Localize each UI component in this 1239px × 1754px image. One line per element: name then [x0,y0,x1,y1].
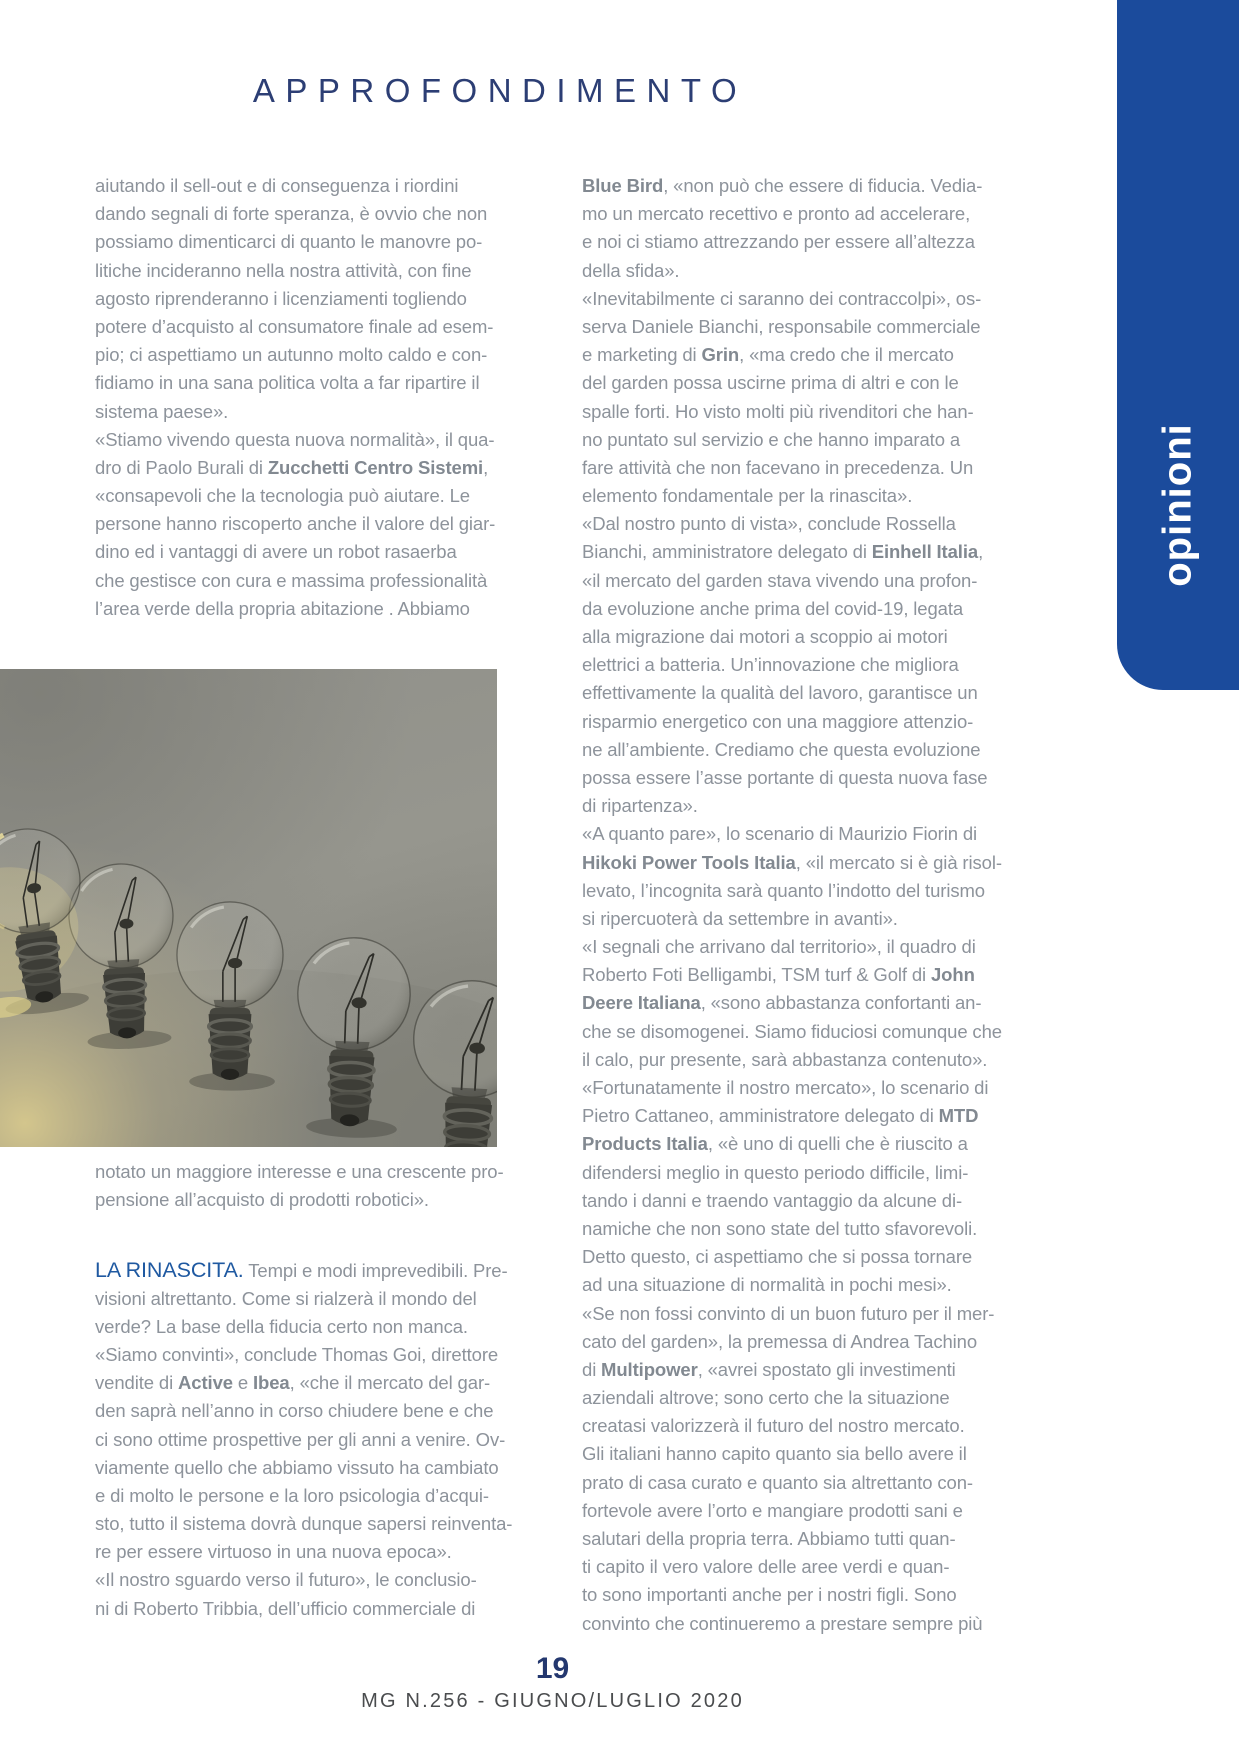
lightbulbs-photo [0,669,497,1147]
text-line: Hikoki Power Tools Italia, «il mercato si è già risol- [582,851,1002,873]
text-line: l’area verde della propria abitazione . Abbiamo [95,597,470,619]
text-line: agosto riprenderanno i licenziamenti togliendo [95,287,467,309]
paragraph [582,1074,1020,1300]
text-line: «Inevitabilmente ci saranno dei contraccolpi», os- [582,287,982,309]
text-line: di Multipower, «avrei spostato gli investimenti [582,1358,956,1380]
text-line: dino ed i vantaggi di avere un robot rasaerba [95,541,457,563]
text-line: ad una situazione di normalità in pochi mesi». [582,1274,952,1296]
text-line: da evoluzione anche prima del covid-19, legata [582,597,964,619]
text-line: dro di Paolo Burali di Zucchetti Centro Sistemi, [95,456,489,478]
text-line: creatasi valorizzerà il futuro del nostro mercato. [582,1415,965,1437]
text-line: Deere Italiana, «sono abbastanza confortanti an- [582,992,982,1014]
text-line: elettrici a batteria. Un’innovazione che migliora [582,654,959,676]
text-line: fare attività che non facevano in precedenza. Un [582,456,974,478]
sidebar-tab-opinioni [1117,0,1239,690]
paragraph [582,172,1020,285]
text-line: che se disomogenei. Siamo fiduciosi comunque che [582,1020,1002,1042]
paragraph [95,1158,548,1214]
text-line: LA RINASCITA. Tempi e modi imprevedibili. Pre- [95,1258,508,1283]
text-line: Roberto Foti Belligambi, TSM turf & Golf di John [582,964,975,986]
text-line: viamente quello che abbiamo vissuto ha cambiato [95,1456,499,1478]
text-line: Blue Bird, «non può che essere di fiducia. Vedia- [582,175,983,196]
text-line: «Il nostro sguardo verso il futuro», le conclusio- [95,1569,477,1591]
text-line: litiche incideranno nella nostra attività, con fine [95,259,472,281]
text-line: «consapevoli che la tecnologia può aiutare. Le [95,485,470,507]
page-number: 19 [535,1652,570,1685]
text-line: «Siamo convinti», conclude Thomas Goi, direttore [95,1343,499,1365]
text-line: no puntato sul servizio e che hanno imparato a [582,428,961,450]
text-line: del garden possa uscirne prima di altri e con le [582,372,959,394]
text-line: «Fortunatamente il nostro mercato», lo scenario di [582,1077,989,1098]
text-line: possa essere l’asse portante di questa nuova fase [582,766,988,788]
paragraph [582,933,1020,1074]
text-line: mo un mercato recettivo e pronto ad accelerare, [582,203,971,225]
text-line: possiamo dimenticarci di quanto le manovre po- [95,231,483,253]
page-title: APPROFONDIMENTO [252,72,748,109]
text-line: pensione all’acquisto di prodotti robotici». [95,1189,429,1211]
text-line: potere d’acquisto al consumatore finale ad esem- [95,315,494,337]
text-line: Detto questo, ci aspettiamo che si possa tornare [582,1246,973,1268]
text-line: salutari della propria terra. Abbiamo tutti quan- [582,1528,956,1549]
text-line: si ripercuoterà da settembre in avanti». [582,907,898,929]
text-line: «A quanto pare», lo scenario di Maurizio Fiorin di [582,823,978,845]
text-line: cato del garden», la premessa di Andrea Tachino [582,1330,978,1352]
paragraph [95,1256,548,1566]
text-line: e noi ci stiamo attrezzando per essere all’altezza [582,231,975,253]
text-line: ni di Roberto Tribbia, dell’ufficio commerciale di [95,1597,476,1619]
text-line: Products Italia, «è uno di quelli che è riuscito a [582,1133,968,1155]
right-column [582,172,1020,1638]
issue-line: MG N.256 - GIUGNO/LUGLIO 2020 [361,1690,744,1712]
sidebar-tab-label: opinioni [1155,423,1200,587]
text-line: prato di casa curato e quanto sia altrettanto con- [582,1471,973,1493]
text-line: vendite di Active e Ibea, «che il mercato del gar- [95,1372,491,1394]
text-line: ne all’ambiente. Crediamo che questa evoluzione [582,738,981,760]
text-line: spalle forti. Ho visto molti più rivenditori che han- [582,400,974,422]
text-line: den saprà nell’anno in corso chiudere bene e che [95,1400,494,1422]
text-line: «Stiamo vivendo questa nuova normalità», il qua- [95,428,495,450]
lightbulbs-illustration [0,669,497,1147]
text-line: dando segnali di forte speranza, è ovvio che non [95,203,488,225]
text-line: re per essere virtuoso in una nuova epoca». [95,1541,452,1563]
paragraph [582,285,1020,511]
text-line: «il mercato del garden stava vivendo una profon- [582,569,978,591]
paragraph [582,1300,1020,1638]
text-line: Bianchi, amministratore delegato di Einhell Italia, [582,541,984,563]
text-line: aziendali altrove; sono certo che la situazione [582,1387,950,1409]
text-line: di ripartenza». [582,795,698,817]
paragraph [95,426,548,623]
paragraph [582,510,1020,820]
text-line: sto, tutto il sistema dovrà dunque sapersi reinventa- [95,1513,513,1535]
text-line: fidiamo in una sana politica volta a far ripartire il [95,372,480,394]
text-line: il calo, pur presente, sarà abbastanza contenuto». [582,1048,988,1070]
text-line: effettivamente la qualità del lavoro, garantisce un [582,682,978,704]
text-line: visioni altrettanto. Come si rialzerà il mondo del [95,1287,477,1309]
text-line: Pietro Cattaneo, amministratore delegato di MTD [582,1105,979,1127]
text-line: sistema paese». [95,400,229,422]
text-line: e di molto le persone e la loro psicologia d’acqui- [95,1484,489,1506]
text-line: che gestisce con cura e massima professionalità [95,569,488,591]
text-line: difendersi meglio in questo periodo difficile, limi- [582,1161,969,1183]
text-line: ti capito il vero valore delle aree verdi e quan- [582,1556,950,1578]
text-line: verde? La base della fiducia certo non manca. [95,1315,468,1337]
text-line: aiutando il sell-out e di conseguenza i riordini [95,175,459,196]
text-line: persone hanno riscoperto anche il valore del giar- [95,513,496,535]
left-column-bottom [95,1158,548,1623]
text-line: ci sono ottime prospettive per gli anni a venire. Ov- [95,1428,506,1450]
text-line: elemento fondamentale per la rinascita». [582,485,913,507]
text-line: convinto che continueremo a prestare sempre più [582,1612,983,1634]
paragraph [95,1566,548,1622]
text-line: to sono importanti anche per i nostri figli. Sono [582,1584,957,1606]
text-line: Gli italiani hanno capito quanto sia bello avere il [582,1443,967,1465]
left-column-top [95,172,548,623]
text-line: risparmio energetico con una maggiore attenzio- [582,710,974,732]
text-line: pio; ci aspettiamo un autunno molto caldo e con- [95,344,488,366]
text-line: «I segnali che arrivano dal territorio», il quadro di [582,936,976,958]
text-line: «Dal nostro punto di vista», conclude Rossella [582,513,956,535]
paragraph [95,172,548,426]
paragraph [582,820,1020,933]
footer [95,1652,1010,1713]
text-line: alla migrazione dai motori a scoppio ai motori [582,626,948,647]
text-line: fortevole avere l’orto e mangiare prodotti sani e [582,1499,963,1521]
text-line: «Se non fossi convinto di un buon futuro per il mer- [582,1302,995,1324]
text-line: della sfida». [582,259,680,281]
text-line: serva Daniele Bianchi, responsabile commerciale [582,315,981,337]
text-line: e marketing di Grin, «ma credo che il mercato [582,344,954,366]
text-line: notato un maggiore interesse e una crescente pro- [95,1161,504,1182]
text-line: tando i danni e traendo vantaggio da alcune di- [582,1189,963,1211]
text-line: namiche che non sono state del tutto sfavorevoli. [582,1217,978,1239]
text-line: levato, l’incognita sarà quanto l’indotto del turismo [582,879,985,901]
